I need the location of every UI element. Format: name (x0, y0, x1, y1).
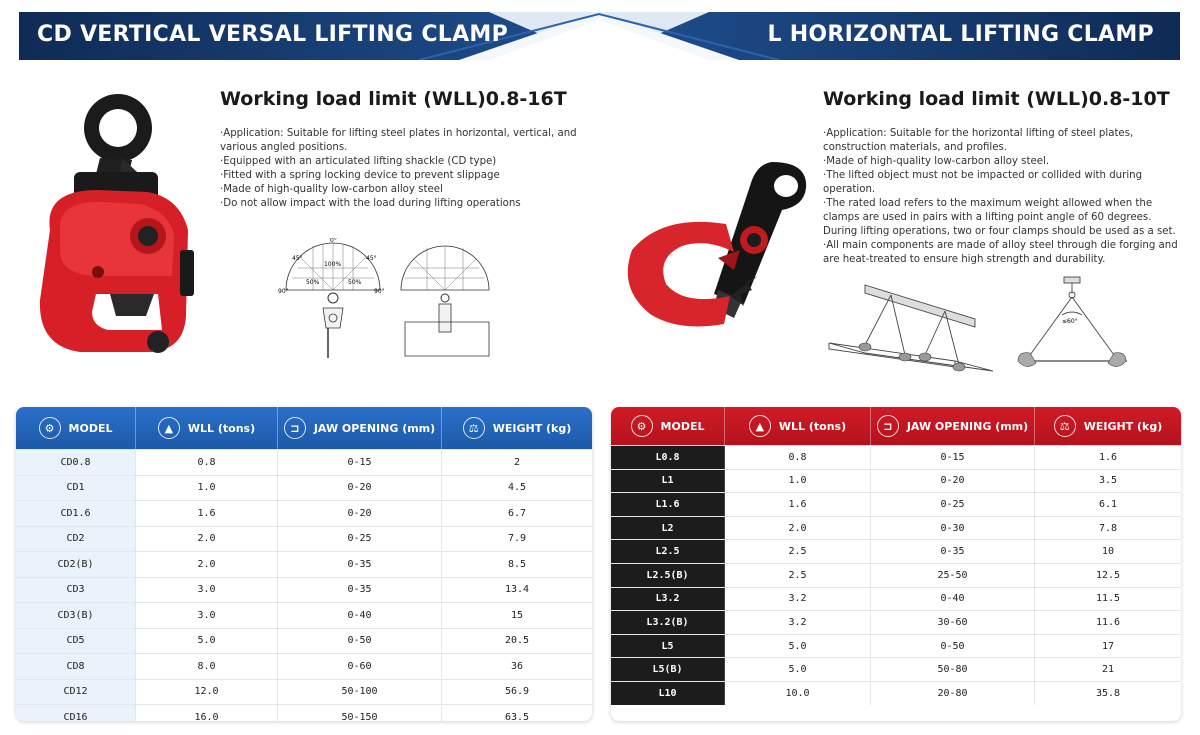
cell-wll: 3.2 (725, 611, 871, 634)
cd-angle-diagram-right (395, 238, 495, 367)
cell-jaw-opening: 50-150 (278, 705, 442, 721)
cell-wll: 2.0 (136, 552, 278, 577)
weight-icon: ▲ (158, 417, 180, 439)
table-body (16, 449, 592, 721)
table-row (16, 679, 592, 705)
header-label: MODEL (68, 421, 113, 435)
cell-model: L2.5 (611, 540, 725, 563)
table-row (611, 445, 1181, 469)
table-row (16, 449, 592, 475)
table-row (16, 526, 592, 552)
cell-jaw-opening: 0-30 (871, 517, 1035, 540)
header-label: WEIGHT (kg) (1083, 419, 1163, 433)
cell-wll: 3.0 (136, 603, 278, 628)
l-heading: Working load limit (WLL)0.8-10T (823, 88, 1170, 110)
l-spec-table (611, 407, 1181, 721)
cd-heading: Working load limit (WLL)0.8-16T (220, 88, 567, 110)
cell-wll: 16.0 (136, 705, 278, 721)
jaw-icon: ⊐ (284, 417, 306, 439)
header-label: WEIGHT (kg) (492, 421, 572, 435)
cell-weight: 7.8 (1098, 522, 1118, 534)
scale-icon: ⚖ (1054, 415, 1076, 437)
cell-model: CD3 (16, 578, 136, 603)
cell-jaw-opening: 0-35 (278, 578, 442, 603)
header-label: WLL (tons) (187, 421, 256, 435)
cell-weight: 35.8 (1095, 687, 1121, 699)
l-bullet: ·Made of high-quality low-carbon alloy steel. (823, 156, 1050, 167)
cell-weight: 1.6 (1098, 451, 1118, 463)
l-sling-diagram (1012, 275, 1137, 384)
table-row (16, 475, 592, 501)
cell-jaw-opening: 0-20 (278, 501, 442, 526)
col-header-model (611, 407, 725, 445)
cell-jaw-opening: 50-100 (278, 680, 442, 705)
table-row (611, 469, 1181, 493)
cell-model: CD2(B) (16, 552, 136, 577)
l-spreader-diagram (825, 275, 995, 384)
cell-weight: 11.5 (1095, 593, 1121, 605)
col-header-wll (136, 407, 278, 449)
cell-wll: 2.5 (725, 564, 871, 587)
cell-wll: 5.0 (136, 629, 278, 654)
cell-wll: 10.0 (725, 682, 871, 705)
cell-model: CD16 (16, 705, 136, 721)
table-row (611, 610, 1181, 634)
table-row (16, 653, 592, 679)
l-bullet: ·The rated load refers to the maximum weight allowed when the clamps are used in pairs with a lifting point angle of 60 degrees. During lifting operations, two or four clamps should be used as a set. (823, 198, 1176, 237)
banner-title-l: L HORIZONTAL LIFTING CLAMP (767, 22, 1154, 47)
gear-icon: ⚙ (39, 417, 61, 439)
cd-bullet: ·Equipped with an articulated lifting shackle (CD type) (220, 156, 497, 167)
cd-bullet: ·Fitted with a spring locking device to prevent slippage (220, 170, 500, 181)
l-bullet-list (823, 127, 1178, 267)
cell-weight: 13.4 (504, 584, 530, 596)
weight-icon: ▲ (749, 415, 771, 437)
cell-weight: 6.1 (1098, 498, 1118, 510)
cd-bullet: ·Made of high-quality low-carbon alloy steel (220, 184, 443, 195)
cell-model: CD0.8 (16, 450, 136, 475)
table-row (611, 563, 1181, 587)
cell-weight: 6.7 (507, 507, 527, 519)
cell-wll: 2.0 (136, 527, 278, 552)
header-label: WLL (tons) (778, 419, 847, 433)
cell-wll: 12.0 (136, 680, 278, 705)
cell-weight: 63.5 (504, 711, 530, 721)
cell-jaw-opening: 0-20 (278, 476, 442, 501)
cell-wll: 3.2 (725, 588, 871, 611)
diag-label: 90° (374, 288, 385, 295)
gear-icon: ⚙ (631, 415, 653, 437)
cell-wll: 5.0 (725, 635, 871, 658)
table-row (611, 634, 1181, 658)
cell-model: L2 (611, 517, 725, 540)
diag-label: 45° (292, 255, 303, 262)
table-row (611, 539, 1181, 563)
cell-wll: 1.6 (725, 493, 871, 516)
diag-label: 90° (278, 288, 289, 295)
cell-weight: 17 (1101, 640, 1115, 652)
cell-jaw-opening: 30-60 (871, 611, 1035, 634)
cell-model: L5 (611, 635, 725, 658)
cell-jaw-opening: 0-25 (871, 493, 1035, 516)
cell-wll: 5.0 (725, 658, 871, 681)
cell-jaw-opening: 20-80 (871, 682, 1035, 705)
diag-label: 0° (330, 238, 337, 244)
cell-model: L1 (611, 470, 725, 493)
diag-label: ≤60° (1062, 318, 1078, 325)
cell-weight: 3.5 (1098, 475, 1118, 487)
cell-jaw-opening: 0-15 (278, 450, 442, 475)
diag-label: 45° (366, 255, 377, 262)
banner-title-cd: CD VERTICAL VERSAL LIFTING CLAMP (37, 22, 509, 47)
table-row (611, 492, 1181, 516)
cell-model: CD8 (16, 654, 136, 679)
cell-model: L5(B) (611, 658, 725, 681)
table-row (16, 551, 592, 577)
cell-model: L1.6 (611, 493, 725, 516)
cell-wll: 1.6 (136, 501, 278, 526)
col-header-model (16, 407, 136, 449)
cell-model: CD1 (16, 476, 136, 501)
cell-weight: 4.5 (507, 482, 527, 494)
cell-weight: 15 (510, 609, 524, 621)
header-banner (19, 12, 1180, 60)
cell-wll: 0.8 (136, 450, 278, 475)
jaw-icon: ⊐ (877, 415, 899, 437)
cell-model: CD12 (16, 680, 136, 705)
diag-label: 50% (348, 279, 362, 286)
cell-weight: 2 (513, 456, 521, 468)
scale-icon: ⚖ (463, 417, 485, 439)
cell-model: L2.5(B) (611, 564, 725, 587)
diag-label: 100% (324, 261, 342, 268)
l-clamp-photo (622, 158, 812, 337)
cell-wll: 1.0 (136, 476, 278, 501)
cell-model: L0.8 (611, 446, 725, 469)
table-row (611, 516, 1181, 540)
cd-angle-diagram-left (278, 238, 388, 367)
cell-model: CD2 (16, 527, 136, 552)
cell-jaw-opening: 0-40 (278, 603, 442, 628)
cell-jaw-opening: 0-40 (871, 588, 1035, 611)
cell-weight: 56.9 (504, 686, 530, 698)
cell-wll: 1.0 (725, 470, 871, 493)
table-row (16, 602, 592, 628)
cell-wll: 2.5 (725, 540, 871, 563)
cell-weight: 11.6 (1095, 616, 1121, 628)
table-header (16, 407, 592, 449)
cell-wll: 8.0 (136, 654, 278, 679)
cell-wll: 3.0 (136, 578, 278, 603)
cell-jaw-opening: 0-15 (871, 446, 1035, 469)
l-bullet: ·All main components are made of alloy steel through die forging and are heat-treated to ensure high strength and durability. (823, 240, 1178, 265)
cell-weight: 10 (1101, 546, 1115, 558)
cell-jaw-opening: 50-80 (871, 658, 1035, 681)
cell-weight: 21 (1101, 664, 1115, 676)
col-header-weight (1035, 407, 1181, 445)
cell-weight: 7.9 (507, 533, 527, 545)
cd-bullet-list (220, 127, 600, 211)
table-body (611, 445, 1181, 705)
cell-jaw-opening: 0-35 (871, 540, 1035, 563)
cell-jaw-opening: 25-50 (871, 564, 1035, 587)
header-label: JAW OPENING (mm) (313, 421, 436, 435)
header-label: MODEL (660, 419, 705, 433)
table-row (611, 657, 1181, 681)
cell-model: L3.2(B) (611, 611, 725, 634)
table-row (611, 681, 1181, 705)
cell-jaw-opening: 0-25 (278, 527, 442, 552)
cell-model: L10 (611, 682, 725, 705)
cell-model: L3.2 (611, 588, 725, 611)
cd-clamp-photo (30, 80, 200, 364)
cell-weight: 12.5 (1095, 569, 1121, 581)
table-row (16, 704, 592, 721)
cell-jaw-opening: 0-50 (278, 629, 442, 654)
l-bullet: ·Application: Suitable for the horizontal lifting of steel plates, construction materials, and profiles. (823, 128, 1134, 153)
cell-weight: 36 (510, 660, 524, 672)
cd-bullet: ·Application: Suitable for lifting steel plates in horizontal, vertical, and various angled positions. (220, 128, 577, 153)
table-header (611, 407, 1181, 445)
table-row (16, 500, 592, 526)
cd-bullet: ·Do not allow impact with the load during lifting operations (220, 198, 521, 209)
cd-spec-table (16, 407, 592, 721)
col-header-jaw (871, 407, 1035, 445)
cell-weight: 20.5 (504, 635, 530, 647)
cell-jaw-opening: 0-60 (278, 654, 442, 679)
l-bullet: ·The lifted object must not be impacted or collided with during operation. (823, 170, 1143, 195)
cell-model: CD1.6 (16, 501, 136, 526)
cell-jaw-opening: 0-20 (871, 470, 1035, 493)
cell-model: CD5 (16, 629, 136, 654)
cell-wll: 0.8 (725, 446, 871, 469)
table-row (611, 587, 1181, 611)
header-label: JAW OPENING (mm) (906, 419, 1029, 433)
table-row (16, 577, 592, 603)
col-header-jaw (278, 407, 442, 449)
cell-jaw-opening: 0-35 (278, 552, 442, 577)
cell-weight: 8.5 (507, 558, 527, 570)
cell-jaw-opening: 0-50 (871, 635, 1035, 658)
table-row (16, 628, 592, 654)
col-header-weight (442, 407, 592, 449)
diag-label: 50% (306, 279, 320, 286)
cell-model: CD3(B) (16, 603, 136, 628)
col-header-wll (725, 407, 871, 445)
cell-wll: 2.0 (725, 517, 871, 540)
